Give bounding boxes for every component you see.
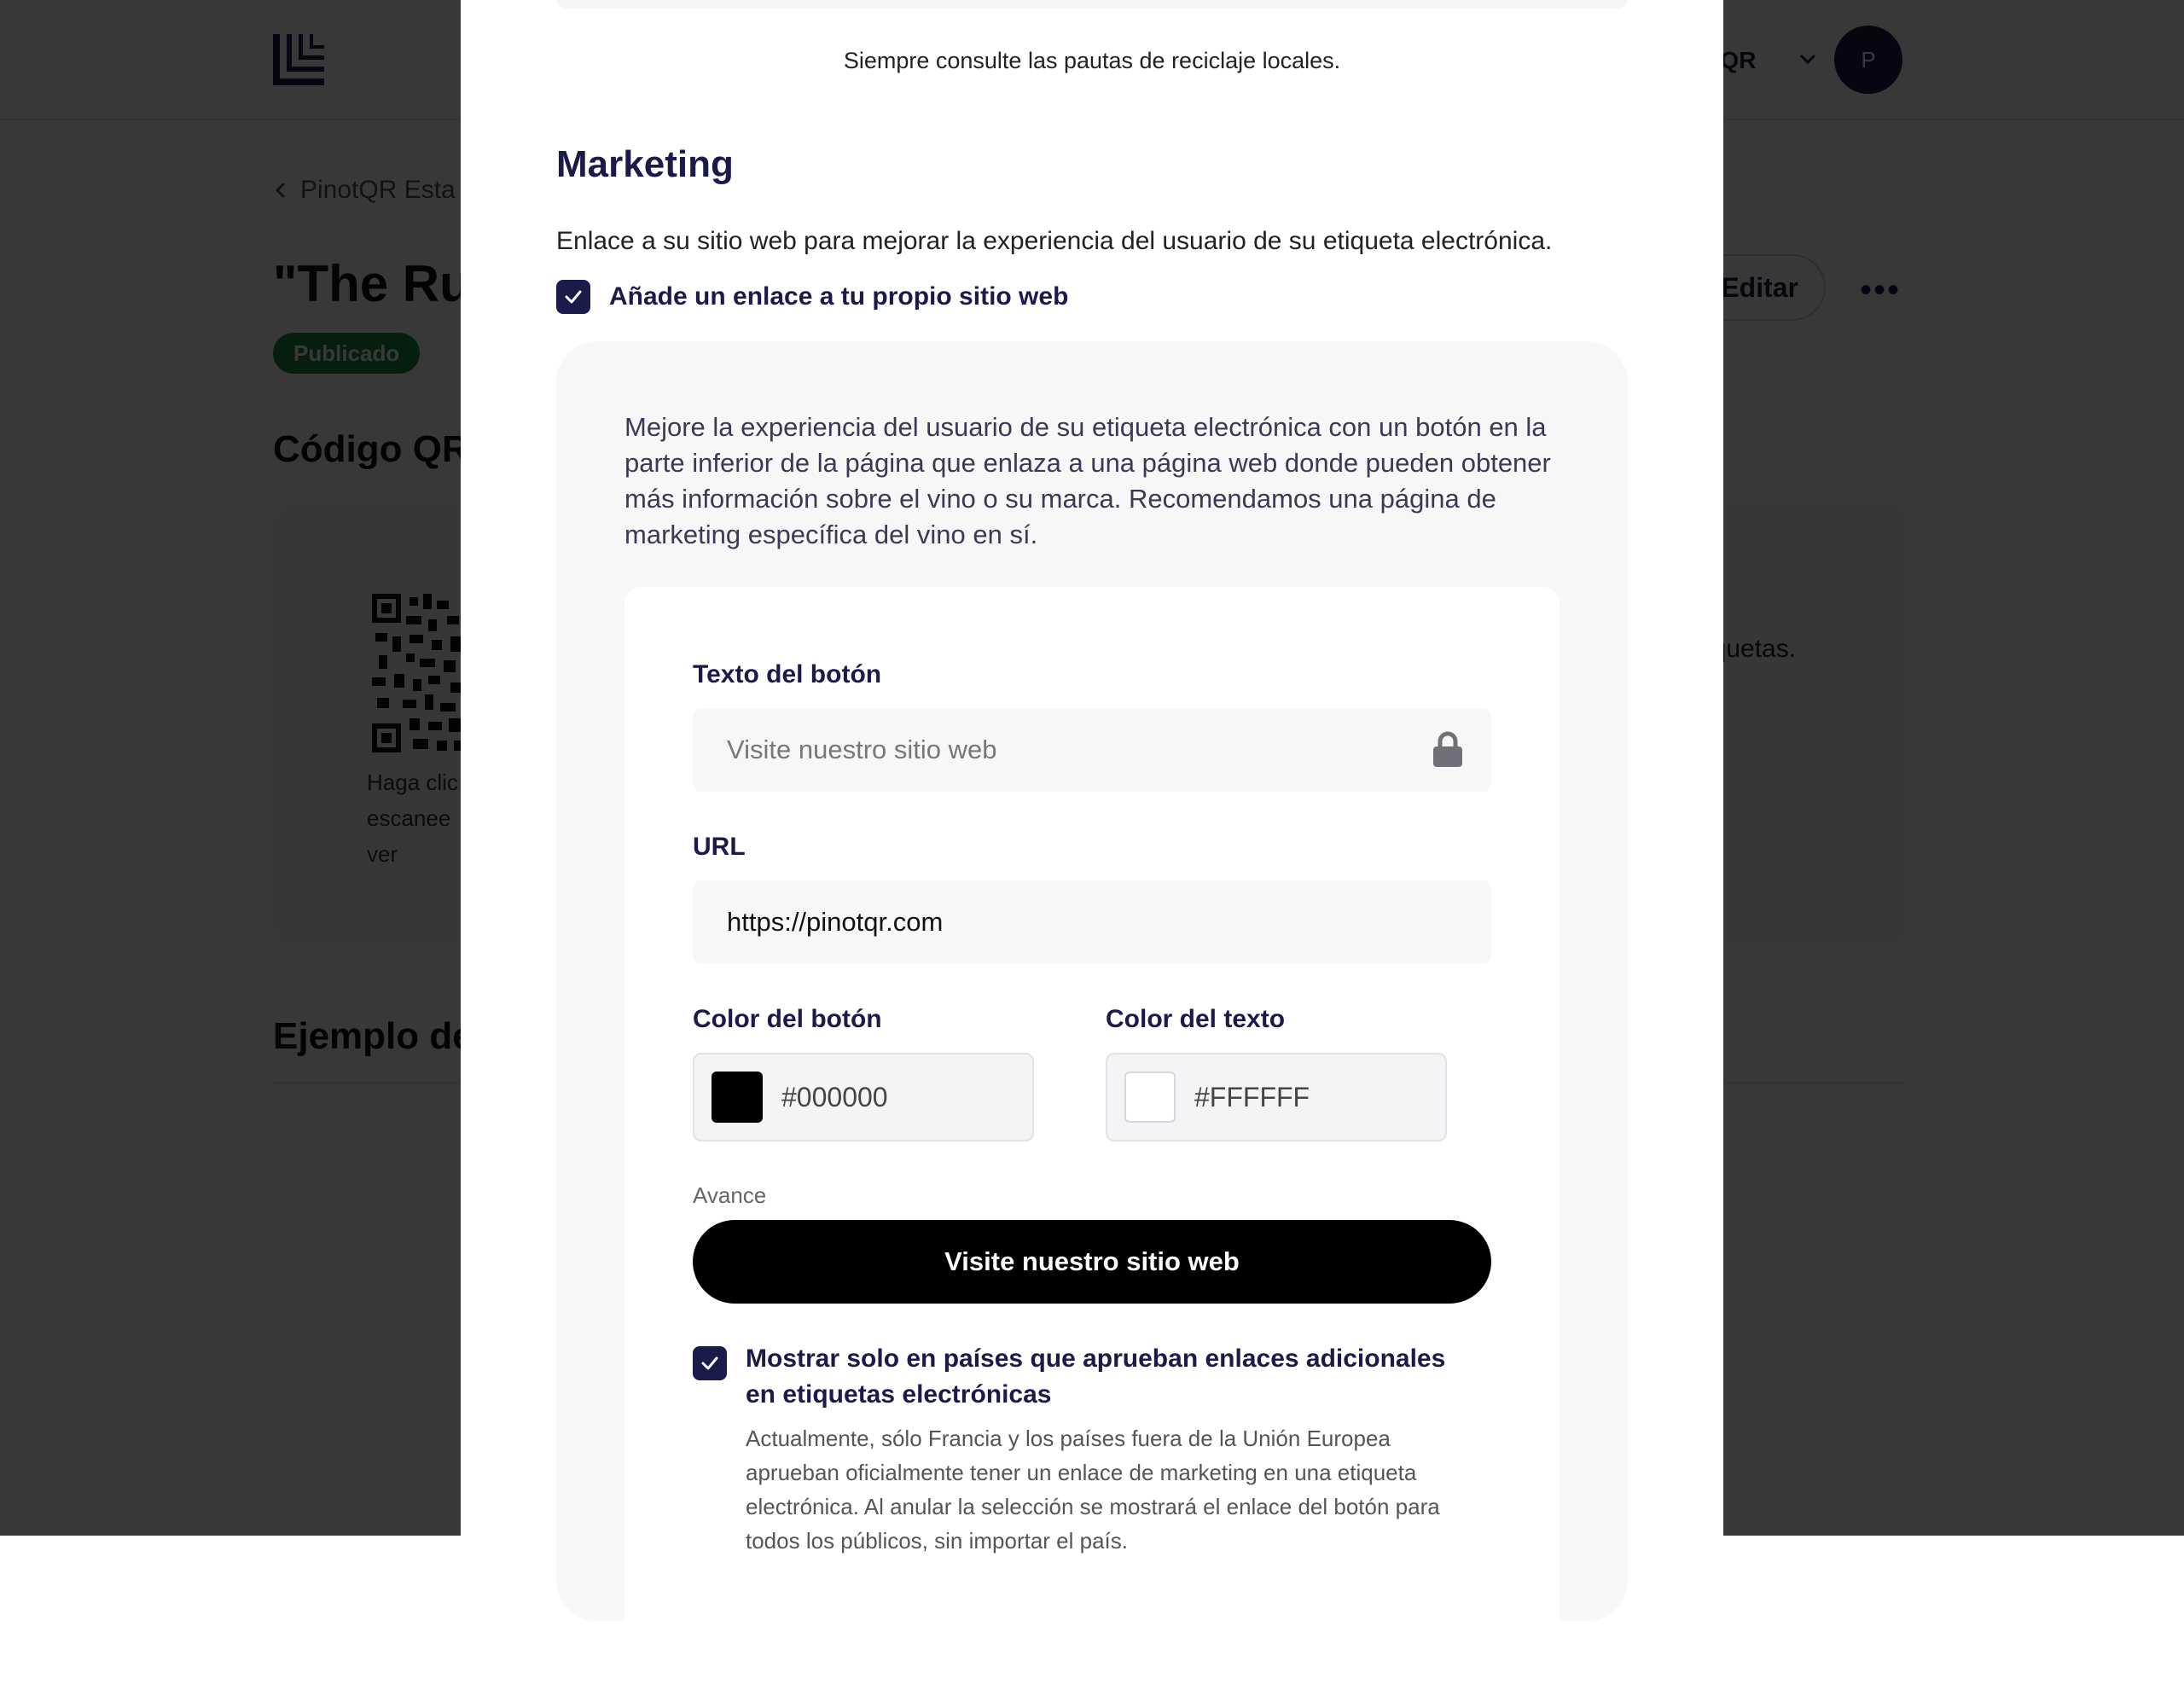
button-color-label: Color del botón (693, 1005, 882, 1033)
countries-option-title[interactable]: Mostrar solo en países que aprueban enlaces adicionales en etiquetas electrónicas (746, 1345, 1446, 1408)
countries-option-description: Actualmente, sólo Francia y los países fuera de la Unión Europea aprueban oficialmente tener un enlace de marketing en una etiqueta electrónica. Al anular la selección se mostrará el enlace del botón para todos los públicos, sin importar el país. (746, 1426, 1440, 1554)
marketing-heading: Marketing (556, 143, 734, 185)
button-color-value[interactable]: #000000 (781, 1081, 888, 1112)
button-text-input[interactable] (693, 708, 1491, 792)
check-icon (563, 287, 584, 307)
text-color-field[interactable] (1106, 1053, 1447, 1141)
add-website-link-label[interactable]: Añade un enlace a tu propio sitio web (609, 282, 1069, 311)
marketing-description: Enlace a su sitio web para mejorar la experiencia del usuario de su etiqueta electrónica. (556, 227, 1553, 255)
add-website-link-option[interactable] (556, 280, 1068, 314)
preview-label: Avance (693, 1182, 767, 1208)
edit-label-modal (461, 0, 1723, 1554)
url-label: URL (693, 833, 746, 861)
lock-icon (1432, 730, 1464, 768)
text-color-swatch[interactable] (1124, 1072, 1176, 1123)
preview-website-button: Visite nuestro sitio web (693, 1220, 1491, 1304)
marketing-panel (556, 341, 1628, 1621)
button-color-swatch[interactable] (712, 1072, 763, 1123)
button-color-field[interactable] (693, 1053, 1034, 1141)
countries-option[interactable] (693, 1341, 1479, 1413)
marketing-panel-text: Mejore la experiencia del usuario de su etiqueta electrónica con un botón en la parte inferior de la página que enlaza a una página web donde pueden obtener más información sobre el vino o su marca. Recomendamos una página de marketing específica del vino en sí. (624, 412, 1551, 549)
link-button-form (624, 587, 1560, 1696)
add-website-link-checkbox[interactable] (556, 280, 590, 314)
text-color-value[interactable]: #FFFFFF (1194, 1081, 1310, 1112)
recycling-note: Siempre consulte las pautas de reciclaje locales. (843, 48, 1341, 73)
previous-field[interactable] (556, 0, 1628, 9)
text-color-label: Color del texto (1106, 1005, 1286, 1033)
url-input[interactable] (693, 880, 1491, 964)
button-text-label: Texto del botón (693, 660, 882, 688)
countries-only-checkbox[interactable] (693, 1346, 727, 1380)
check-icon (700, 1353, 720, 1374)
